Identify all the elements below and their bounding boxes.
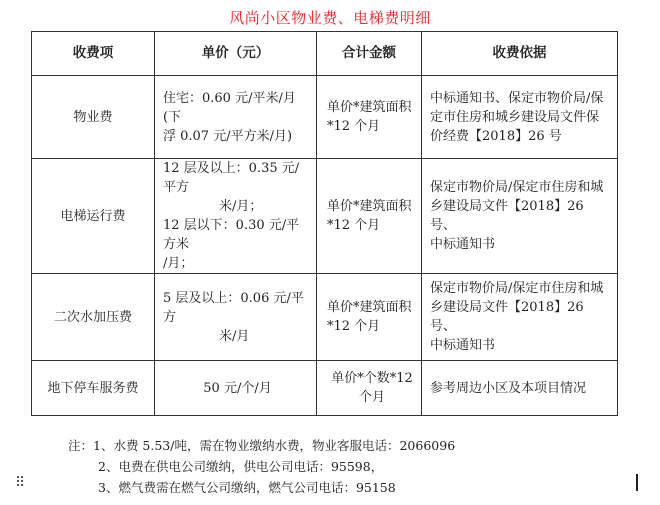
cell-total: 单价*建筑面积 *12 个月 [317,274,422,361]
text-cursor [636,474,638,491]
drag-handle-icon[interactable]: ⠿ [15,475,26,491]
table-row [32,361,618,416]
note-line: 3、燃气费需在燃气公司缴纳，燃气公司电话：95158 [98,480,396,495]
cell-total: 单价*建筑面积 *12 个月 [317,76,422,159]
cell-basis: 中标通知书、保定市物价局/保 定市住房和城乡建设局文件保 价经费【2018】26 号 [422,76,618,159]
header-basis: 收费依据 [422,32,618,76]
cell-price: 5 层及以上：0.06 元/平方 米/月 [155,274,317,361]
table-row [32,76,618,159]
table-row [32,159,618,274]
cell-item: 物业费 [32,76,155,159]
cell-item: 地下停车服务费 [32,361,155,416]
header-price: 单价（元） [155,32,317,76]
cell-item: 二次水加压费 [32,274,155,361]
table-header-row [32,32,618,76]
cell-total: 单价*建筑面积 *12 个月 [317,159,422,274]
note-line: 2、电费在供电公司缴纳，供电公司电话：95598， [98,459,384,474]
cell-price: 住宅：0.60 元/平米/月(下 浮 0.07 元/平方米/月) [155,76,317,159]
cell-price: 50 元/个/月 [155,361,317,416]
header-total: 合计金额 [317,32,422,76]
document-title: 风尚小区物业费、电梯费明细 [229,9,431,27]
cell-item: 电梯运行费 [32,159,155,274]
cell-basis: 保定市物价局/保定市住房和城 乡建设局文件【2018】26 号、 中标通知书 [422,274,618,361]
header-item: 收费项 [32,32,155,76]
cell-total: 单价*个数*12 个月 [317,361,422,416]
note-line: 注：1、水费 5.53/吨，需在物业缴纳水费，物业客服电话：2066096 [68,438,456,453]
cell-basis: 保定市物价局/保定市住房和城 乡建设局文件【2018】26 号、 中标通知书 [422,159,618,274]
fee-table [31,31,618,416]
table-row [32,274,618,361]
notes [68,435,455,498]
cell-price: 12 层及以上：0.35 元/平方 米/月； 12 层以下：0.30 元/平方米 /月； [155,159,317,274]
cell-basis: 参考周边小区及本项目情况 [422,361,618,416]
